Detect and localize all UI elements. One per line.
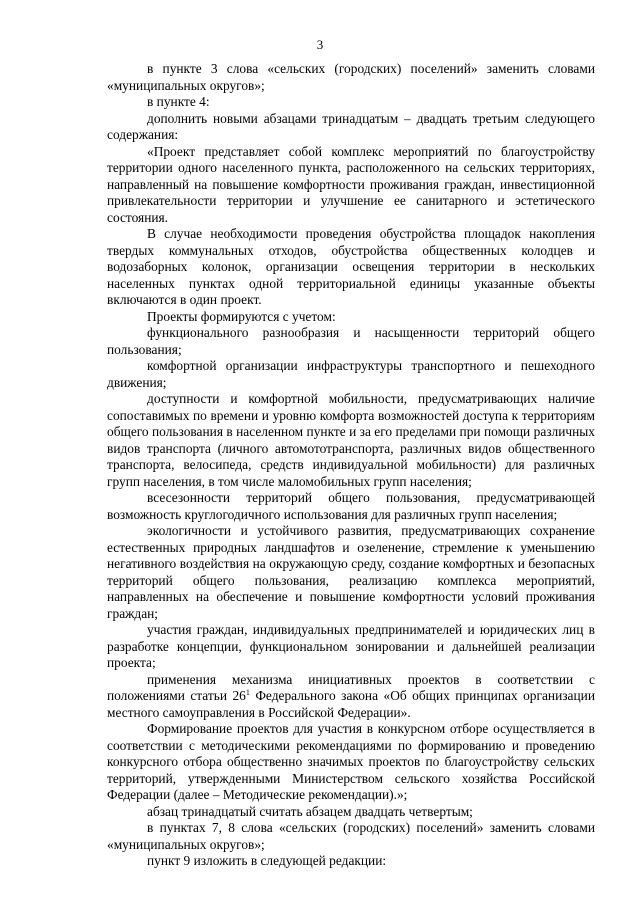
- paragraph: Формирование проектов для участия в конкурсном отборе осуществляется в соответствии с методическими рекомендациями по формированию и проведению конкурсного отбора общественно значимых проектов по благоустройству сельских территорий, утвержденными Министерством сельского хозяйства Российской Федерации (далее – Методические рекомендации).»;: [107, 721, 595, 802]
- paragraph: в пунктах 7, 8 слова «сельских (городских) поселений» заменить словами «муниципальных округов»;: [107, 820, 595, 852]
- paragraph: пункт 9 изложить в следующей редакции:: [147, 853, 387, 868]
- page-number: 3: [316, 37, 324, 52]
- paragraph: всесезонности территорий общего пользования, предусматривающей возможность круглогодичного использования для различных групп населения;: [107, 490, 595, 522]
- paragraph-with-footnote: [107, 672, 595, 722]
- paragraph-text: применения механизма инициативных проектов в соответствии с положениями статьи 26: [107, 671, 595, 703]
- paragraph: комфортной организации инфраструктуры транспортного и пешеходного движения;: [107, 358, 595, 390]
- paragraph: В случае необходимости проведения обустройства площадок накопления твердых коммунальных отходов, обустройства общественных колодцев и водозаборных колонок, организации освещения территории в нескольких населенных пунктах одной территориальной единицы указанные объекты включаются в один проект.: [107, 226, 595, 307]
- paragraph-continuation: Федерального закона «Об общих принципах организации местного самоуправления в Российской Федерации».: [107, 688, 595, 720]
- paragraph: дополнить новыми абзацами тринадцатым – двадцать третьим следующего содержания:: [107, 110, 595, 142]
- paragraph: экологичности и устойчивого развития, предусматривающих сохранение естественных природных ландшафтов и озеленение, стремление к уменьшению негативного воздействия на окружающую среду, создание комфортных и безопасных территорий общего пользования, реализацию комплекса мероприятий, направленных на обеспечение и повышение комфортности условий проживания граждан;: [107, 523, 595, 621]
- paragraph: Проекты формируются с учетом:: [147, 308, 336, 324]
- footnote-superscript: 1: [245, 688, 250, 697]
- paragraph: функционального разнообразия и насыщенности территорий общего пользования;: [107, 325, 595, 357]
- paragraph: в пункте 4:: [147, 94, 210, 109]
- paragraph: доступности и комфортной мобильности, предусматривающих наличие сопоставимых по времени и уровню комфорта возможностей доступа к территориям общего пользования в населенном пункте и за его пределами при помощи различных видов транспорта (личного автомототранспорта, различных видов общественного транспорта, велосипеда, средств индивидуальной мобильности) для различных групп населения, в том числе маломобильных групп населения;: [107, 391, 595, 489]
- document-body: [107, 61, 595, 870]
- paragraph: абзац тринадцатый считать абзацем двадцать четвертым;: [147, 803, 473, 819]
- paragraph: «Проект представляет собой комплекс мероприятий по благоустройству территории одного населенного пункта, расположенного на сельских территориях, направленный на повышение комфортности проживания граждан, инвестиционной привлекательности территории и улучшение ее санитарного и эстетического состояния.: [107, 143, 595, 225]
- paragraph: в пункте 3 слова «сельских (городских) поселений» заменить словами «муниципальных округов»;: [107, 61, 595, 93]
- paragraph: участия граждан, индивидуальных предпринимателей и юридических лиц в разработке концепции, функциональном зонировании и дальнейшей реализации проекта;: [107, 622, 595, 670]
